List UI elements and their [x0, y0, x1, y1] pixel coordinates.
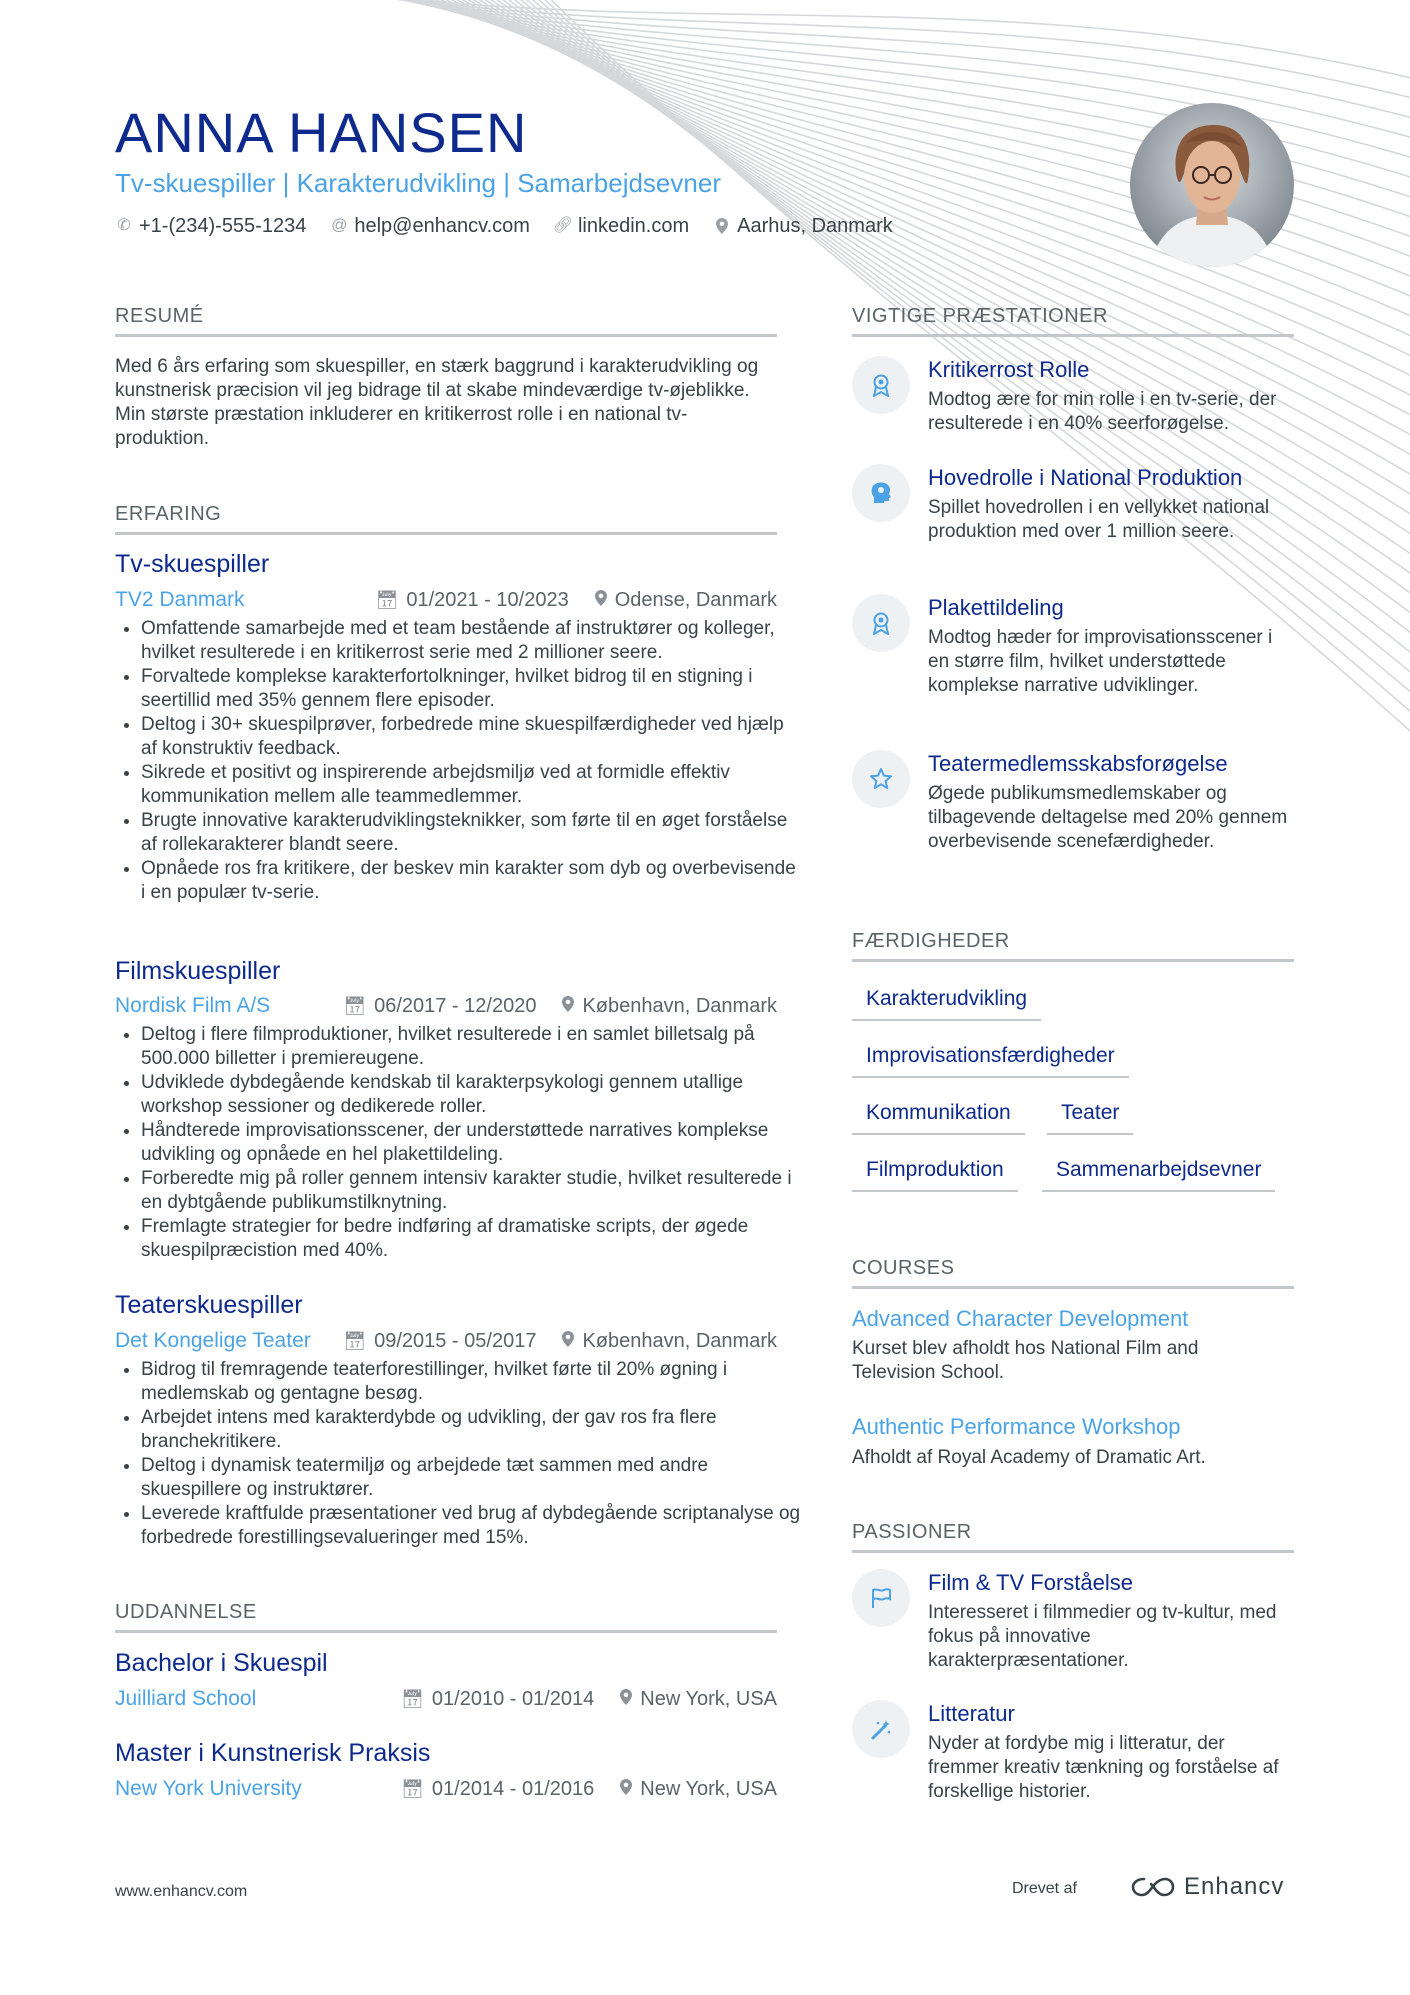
job-dates: 06/2017 - 12/2020	[374, 995, 537, 1017]
contact-phone[interactable]	[115, 212, 306, 240]
bullet-item: • Deltog i dynamisk teatermiljø og arbejdede tæt sammen med andre skuespillere og instruktører.	[141, 1454, 803, 1502]
passion-text: Nyder at fordybe mig i litteratur, der fremmer kreativ tænkning og forståelse af forskellige historier.	[928, 1733, 1279, 1802]
bullet-item: • Brugte innovative karakterudviklingsteknikker, som førte til en øget forståelse af rollekarakterer blandt seere.	[141, 809, 803, 857]
candidate-name: ANNA HANSEN	[115, 101, 528, 164]
section-title-education: UDDANNELSE	[115, 1598, 777, 1633]
bullet-item: • Deltog i flere filmproduktioner, hvilket resulterede i en samlet billetsalg på 500.000 billetter i premiereugene.	[141, 1023, 803, 1071]
bullet-item: • Fremlagte strategier for bedre indføring af dramatiske scripts, der øgede skuespilpræcistion med 40%.	[141, 1215, 803, 1263]
passion-title: Film & TV Forståelse	[928, 1570, 1133, 1595]
wave-line	[477, 0, 1410, 540]
achievement-text: Øgede publikumsmedlemskaber og tilbagevende deltagelse med 20% gennem overbevisende scenefærdigheder.	[928, 783, 1288, 852]
bullet-item: • Arbejdet intens med karakterdybde og udvikling, der gav ros fra flere branchekritikere.	[141, 1406, 803, 1454]
contact-linkedin[interactable]	[554, 212, 689, 240]
education-meta-row	[115, 1685, 777, 1713]
school-name: Juilliard School	[115, 1687, 257, 1710]
wave-line	[330, 0, 1410, 80]
achievement-title: Hovedrolle i National Produktion	[928, 465, 1243, 490]
passion-text: Interesseret i filmmedier og tv-kultur, med fokus på innovative karakterpræsentationer.	[928, 1602, 1277, 1671]
skill-tag: Teater	[1047, 1099, 1133, 1135]
flag-icon	[852, 1569, 910, 1627]
bullet-item: • Omfattende samarbejde med et team bestående af instruktører og kolleger, hvilket resulterede i en kritikerrost serie med 2 millioner seere.	[141, 617, 803, 665]
bullet-item: • Sikrede et positivt og inspirerende arbejdsmiljø ved at formidle effektiv kommunikation mellem alle teammedlemmer.	[141, 761, 803, 809]
course-title: Advanced Character Development	[852, 1306, 1189, 1331]
location-pin-icon	[713, 218, 731, 234]
achievement-text: Spillet hovedrollen i en vellykket national produktion med over 1 million seere.	[928, 497, 1270, 542]
bullet-item: • Forberedte mig på roller gennem intensiv karakter studie, hvilket resulterede i en dybtgående publikumstilknytning.	[141, 1167, 803, 1215]
phone-icon: ✆	[117, 217, 131, 234]
passion-title: Litteratur	[928, 1701, 1015, 1726]
company-name: Nordisk Film A/S	[115, 994, 271, 1017]
link-icon: 🔗︎	[552, 217, 574, 234]
education-dates: 01/2014 - 01/2016	[431, 1778, 595, 1800]
school-name: New York University	[115, 1777, 302, 1800]
contact-bar	[115, 212, 893, 240]
section-title-achievements: VIGTIGE PRÆSTATIONER	[852, 302, 1294, 337]
job-title: Filmskuespiller	[115, 957, 281, 985]
job-bullets	[115, 1358, 803, 1550]
award-ribbon-icon	[852, 594, 910, 652]
job-bullets	[115, 1023, 803, 1263]
job-dates: 01/2021 - 10/2023	[406, 589, 569, 611]
enhancv-logo-icon	[1130, 1875, 1176, 1899]
summary-text: Med 6 års erfaring som skuespiller, en stærk baggrund i karakterudvikling og kunstnerisk præcision vil jeg bidrage til at skabe mindeværdige tv-øjeblikke. Min største præstation inkluderer en kritikerrost rolle i en national tv-produktion.	[115, 356, 759, 449]
achievement-title: Plakettildeling	[928, 595, 1064, 620]
job-bullets	[115, 617, 803, 905]
section-title-skills: FÆRDIGHEDER	[852, 927, 1294, 962]
contact-linkedin-text: linkedin.com	[577, 215, 690, 237]
section-title-experience: ERFARING	[115, 500, 777, 535]
calendar-icon: 📅︎	[375, 590, 399, 610]
degree-title: Bachelor i Skuespil	[115, 1649, 328, 1677]
headline: Tv-skuespiller | Karakterudvikling | Samarbejdsevner	[115, 168, 721, 198]
bullet-item: • Opnåede ros fra kritikere, der beskev min karakter som dyb og overbevisende i en populær tv-serie.	[141, 857, 803, 905]
bullet-item: • Leverede kraftfulde præsentationer ved brug af dybdegående scriptanalyse og forbedrede forestillingsevalueringer med 15%.	[141, 1502, 803, 1550]
achievement-text: Modtog hæder for improvisationsscener i en større film, hvilket understøttede komplekse narrative udviklinger.	[928, 627, 1273, 696]
powered-by-label: Drevet af	[1012, 1880, 1077, 1897]
location-pin-icon	[620, 1775, 632, 1803]
contact-location	[713, 212, 893, 240]
star-icon	[852, 750, 910, 808]
course-text: Kurset blev afholdt hos National Film and Television School.	[852, 1338, 1199, 1383]
bullet-item: • Forvaltede komplekse karakterfortolkninger, hvilket bidrog til en stigning i seertillid med 35% gennem flere episoder.	[141, 665, 803, 713]
bullet-item: • Udviklede dybdegående kendskab til karakterpsykologi gennem utallige workshop sessioner og dedikerede roller.	[141, 1071, 803, 1119]
job-location: København, Danmark	[582, 1330, 777, 1352]
award-ribbon-icon	[852, 356, 910, 414]
bullet-item: • Håndterede improvisationsscener, der understøttede narratives komplekse udvikling og opnåede en hel plakettildeling.	[141, 1119, 803, 1167]
wave-line	[522, 0, 1410, 680]
section-title-courses: COURSES	[852, 1254, 1294, 1289]
location-pin-icon	[595, 586, 607, 614]
brand-name: Enhancv	[1184, 1873, 1285, 1900]
bullet-item: • Bidrog til fremragende teaterforestillinger, hvilket førte til 20% øgning i medlemskab og gentagne besøg.	[141, 1358, 803, 1406]
section-title-summary: RESUMÉ	[115, 302, 777, 337]
skill-tag: Karakterudvikling	[852, 985, 1041, 1021]
brand-logo[interactable]	[1130, 1873, 1284, 1901]
job-title: Teaterskuespiller	[115, 1291, 303, 1319]
location-pin-icon	[562, 992, 574, 1020]
skill-tag: Sammenarbejdsevner	[1042, 1156, 1275, 1192]
achievement-text: Modtog ære for min rolle i en tv-serie, der resulterede i en 40% seerforøgelse.	[928, 389, 1277, 434]
at-icon: @	[331, 217, 348, 234]
section-title-passions: PASSIONER	[852, 1518, 1294, 1553]
contact-email[interactable]	[330, 212, 530, 240]
contact-location-text: Aarhus, Danmark	[737, 215, 893, 237]
contact-email-text: help@enhancv.com	[354, 215, 530, 237]
education-meta-row	[115, 1775, 777, 1803]
footer-url[interactable]: www.enhancv.com	[115, 1883, 248, 1900]
bullet-item: • Deltog i 30+ skuespilprøver, forbedrede mine skuespilfærdigheder ved hjælp af konstruktiv feedback.	[141, 713, 803, 761]
education-dates: 01/2010 - 01/2014	[431, 1688, 595, 1710]
degree-title: Master i Kunstnerisk Praksis	[115, 1739, 431, 1767]
skill-tag: Kommunikation	[852, 1099, 1025, 1135]
achievement-title: Teatermedlemsskabsforøgelse	[928, 751, 1228, 776]
education-location: New York, USA	[640, 1778, 777, 1800]
location-pin-icon	[620, 1685, 632, 1713]
job-dates: 09/2015 - 05/2017	[374, 1330, 537, 1352]
job-title: Tv-skuespiller	[115, 550, 270, 578]
profile-photo	[1130, 103, 1294, 267]
calendar-icon: 📅︎	[343, 996, 367, 1016]
job-location: København, Danmark	[582, 995, 777, 1017]
job-meta-row	[115, 1327, 777, 1355]
magic-wand-icon	[852, 1700, 910, 1758]
wave-line	[490, 0, 1410, 580]
achievement-title: Kritikerrost Rolle	[928, 357, 1090, 382]
job-location: Odense, Danmark	[614, 589, 777, 611]
company-name: Det Kongelige Teater	[115, 1329, 311, 1352]
skill-tag: Improvisationsfærdigheder	[852, 1042, 1129, 1078]
company-name: TV2 Danmark	[115, 588, 245, 611]
wave-line	[336, 0, 1410, 100]
course-title: Authentic Performance Workshop	[852, 1414, 1181, 1439]
course-text: Afholdt af Royal Academy of Dramatic Art.	[852, 1447, 1206, 1468]
contact-phone-text: +1-(234)-555-1234	[139, 215, 307, 237]
calendar-icon: 📅︎	[401, 1689, 424, 1709]
education-location: New York, USA	[640, 1688, 777, 1710]
skill-tag: Filmproduktion	[852, 1156, 1018, 1192]
head-brain-icon	[852, 464, 910, 522]
location-pin-icon	[562, 1327, 574, 1355]
job-meta-row	[115, 992, 777, 1020]
calendar-icon: 📅︎	[401, 1779, 424, 1799]
calendar-icon: 📅︎	[343, 1331, 367, 1351]
job-meta-row	[115, 586, 777, 614]
